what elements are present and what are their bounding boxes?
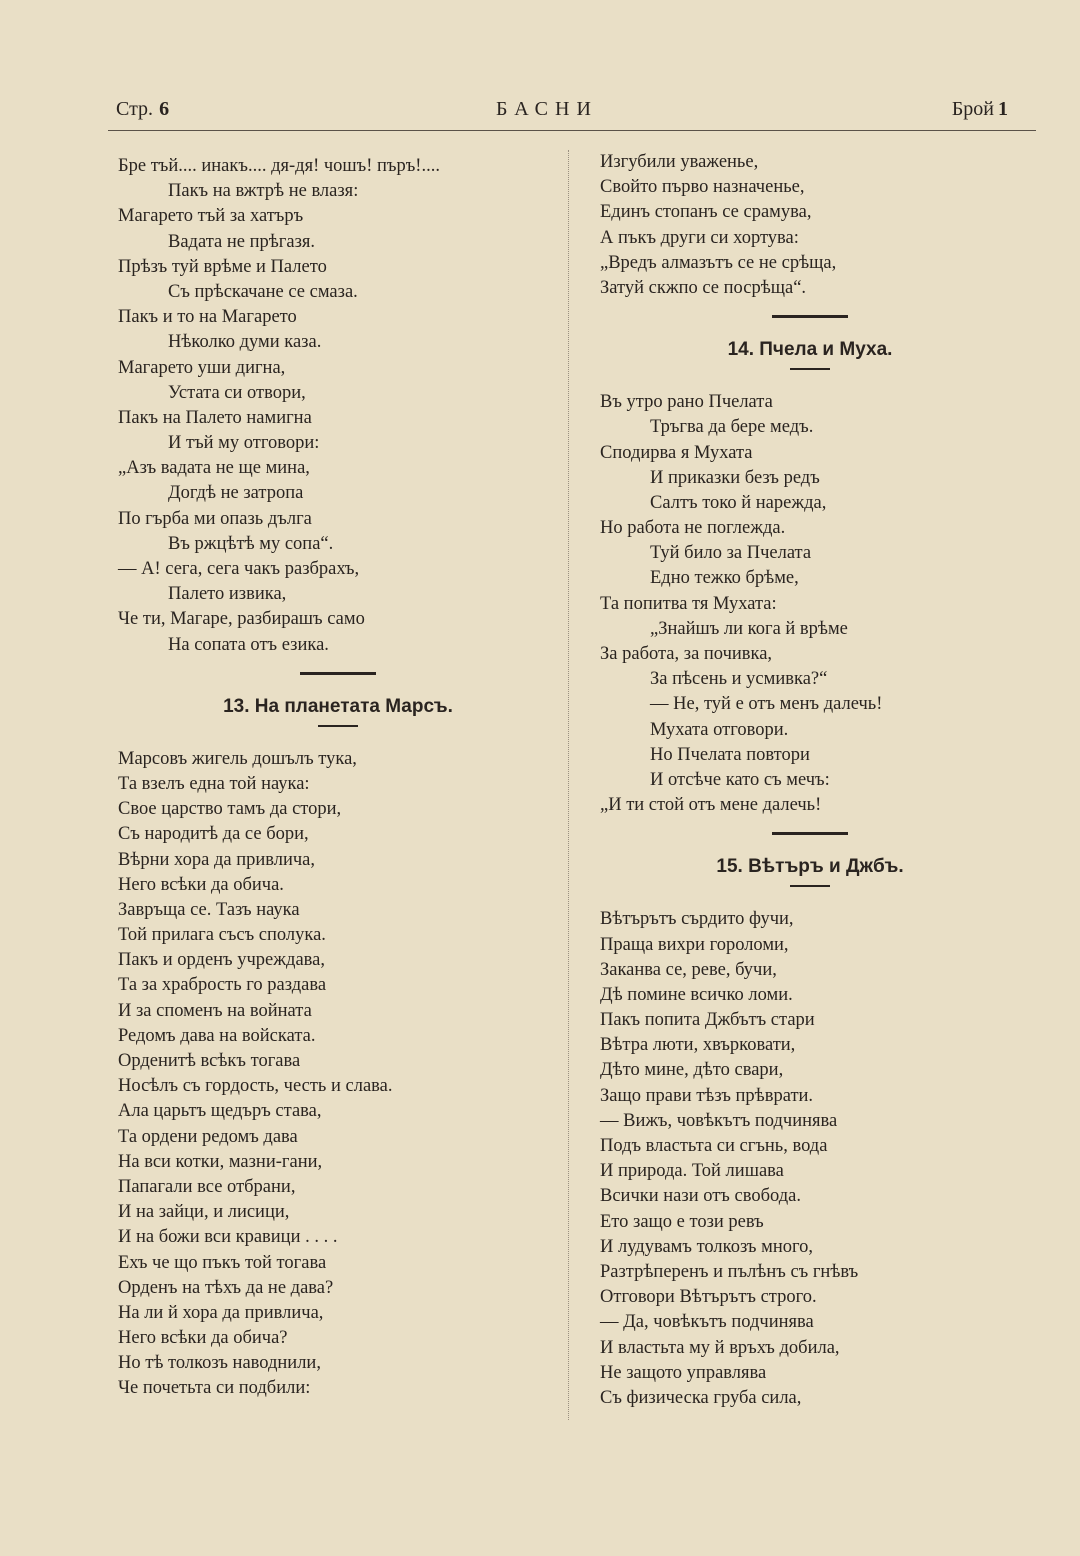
verse-line: Тръгва да бере медъ. [650, 417, 814, 438]
verse-line: Заканва се, реве, бучи, [600, 959, 777, 980]
verse-line: — А! сега, сега чакъ разбрахъ, [118, 559, 360, 579]
verse-line: Редомъ дава на войската. [118, 1025, 316, 1046]
verse-line: На сопата отъ езика. [168, 634, 329, 655]
page-number: 6 [159, 98, 170, 120]
verse-line: Съ народитѣ да се бори, [118, 824, 309, 845]
title-dash [318, 725, 358, 727]
verse-line: Вѣтра люти, хвърковати, [600, 1035, 796, 1056]
poem-continuation-right [600, 150, 1020, 301]
verse-line: Орденитѣ всѣкъ тогава [118, 1051, 301, 1071]
verse-line: Сподирва я Мухата [600, 442, 753, 463]
verse-line: Но Пчелата повтори [650, 744, 810, 765]
header-divider [108, 130, 1036, 131]
verse-line: По гърба ми опазь дълга [118, 508, 312, 529]
title-dash [790, 885, 830, 887]
verse-line: Свойто първо назначенье, [600, 177, 805, 198]
verse-line: Марсовъ жигель дошълъ тука, [118, 748, 357, 769]
verse-line: На вси котки, мазни-гани, [118, 1151, 323, 1172]
verse-line: Салтъ токо й нарежда, [650, 492, 827, 513]
verse-line: Папагали все отбрани, [118, 1176, 296, 1197]
page-number-label: Стр. 6 [116, 98, 170, 120]
verse-line: Носѣлъ съ гордость, честь и слава. [118, 1076, 393, 1097]
verse-line: Магарето уши дигна, [118, 357, 286, 378]
verse-line: И тъй му отговори: [168, 433, 320, 454]
verse-line: И за споменъ на войната [118, 1000, 312, 1021]
verse-line: Палето извика, [168, 584, 287, 605]
verse-line: Магарето тъй за хатъръ [118, 206, 304, 227]
verse-line: Него всѣки да обича. [118, 874, 284, 895]
poem-title-14: 14. Пчела и Муха. [727, 339, 893, 361]
verse-line: „Азъ вадата не ще мина, [118, 458, 310, 479]
section-separator [772, 315, 848, 318]
verse-line: Отговори Вѣтърътъ строго. [600, 1287, 817, 1308]
verse-line: Подъ властьта си сгънь, вода [600, 1136, 828, 1156]
verse-line: И на зайци, и лисици, [118, 1202, 290, 1223]
verse-line: Та за храбрость го раздава [118, 975, 327, 996]
verse-line: Дѣто мине, дѣто свари, [600, 1060, 784, 1081]
running-head [116, 98, 1036, 132]
verse-line: Та попитва тя Мухата: [600, 593, 777, 614]
poem-13-body [118, 747, 558, 1402]
verse-line: Пакъ попита Джбътъ стари [600, 1010, 815, 1031]
verse-line: Съ прѣскачане се смаза. [168, 281, 358, 302]
verse-line: И лудувамъ толкозъ много, [600, 1236, 813, 1257]
verse-line: Всички нази отъ свобода. [600, 1186, 801, 1207]
verse-line: Дѣ помине всичко ломи. [600, 984, 793, 1005]
verse-line: Защо прави тѣзъ прѣврати. [600, 1085, 814, 1106]
verse-line: Че почетьта си подбили: [118, 1378, 311, 1399]
issue-number: 1 [998, 98, 1008, 120]
verse-line: Вѣрни хора да привлича, [118, 849, 316, 870]
verse-line: А пъкъ други си хортува: [600, 227, 799, 248]
verse-line: За пѣсень и усмивка?“ [650, 669, 828, 690]
verse-line: „И ти стой отъ мене далечь! [600, 795, 822, 816]
page-title: БАСНИ [496, 98, 598, 120]
right-column [600, 150, 1020, 1411]
left-column [118, 154, 558, 1402]
section-separator [300, 672, 376, 675]
verse-line: И отсѣче като съ мечъ: [650, 769, 830, 790]
verse-line: Вадата не прѣгазя. [168, 231, 316, 252]
verse-line: Но тѣ толкозъ наводнили, [118, 1353, 321, 1374]
verse-line: Орденъ на тѣхъ да не дава? [118, 1277, 334, 1298]
verse-line: Прѣзъ туй врѣме и Палето [118, 256, 327, 277]
verse-line: Пакъ на Палето намигна [118, 407, 312, 428]
verse-line: На ли й хора да привлича, [118, 1302, 324, 1323]
verse-line: Пакъ и то на Магарето [118, 307, 297, 328]
verse-line: За работа, за почивка, [600, 644, 773, 664]
verse-line: Не защото управлява [600, 1362, 767, 1383]
verse-line: Ала царьтъ щедъръ става, [118, 1101, 322, 1122]
verse-line: Въ утро рано Пчелата [600, 392, 773, 413]
verse-line: Ехъ че що пъкъ той тогава [118, 1252, 327, 1273]
verse-line: Едно тежко брѣме, [650, 568, 799, 589]
verse-line: — Вижъ, човѣкътъ подчинява [600, 1110, 838, 1131]
verse-line: Мухата отговори. [650, 719, 789, 740]
verse-line: Съ физическа груба сила, [600, 1387, 802, 1408]
verse-line: И природа. Той лишава [600, 1161, 784, 1182]
verse-line: Устата си отвори, [168, 382, 306, 403]
verse-line: Разтрѣперенъ и пълѣнъ съ гнѣвъ [600, 1261, 859, 1282]
verse-line: И на божи вси кравици . . . . [118, 1227, 338, 1248]
verse-line: „Знайшъ ли кога й врѣме [650, 618, 848, 639]
verse-line: Въ ржцѣтѣ му сопа“. [168, 533, 334, 554]
verse-line: Той прилага съсъ сполука. [118, 925, 326, 946]
verse-line: Бре тъй.... инакъ.... дя-дя! чошъ! пъръ!.... [118, 156, 440, 176]
verse-line: Та ордени редомъ дава [118, 1126, 298, 1147]
verse-line: Вѣтърътъ сърдито фучи, [600, 909, 794, 930]
verse-line: Ето защо е този ревъ [600, 1211, 764, 1232]
verse-line: Туй било за Пчелата [650, 543, 812, 564]
poem-title-13: 13. На планетата Марсъ. [223, 695, 453, 717]
section-separator [772, 832, 848, 835]
column-divider [568, 150, 569, 1420]
verse-line: И приказки безъ редъ [650, 467, 820, 488]
verse-line: Него всѣки да обича? [118, 1328, 288, 1349]
verse-line: Та взелъ една той наука: [118, 773, 310, 794]
verse-line: — Да, човѣкътъ подчинява [600, 1312, 814, 1333]
verse-line: И властьта му й връхъ добила, [600, 1337, 840, 1358]
verse-line: Единъ стопанъ се срамува, [600, 202, 812, 223]
issue-number-label: Брой 1 [951, 98, 1008, 120]
poem-continuation [118, 154, 558, 658]
verse-line: Че ти, Магаре, разбирашъ само [118, 609, 365, 630]
verse-line: Изгубили уваженье, [600, 152, 759, 172]
verse-line: Нѣколко думи каза. [168, 332, 322, 353]
verse-line: Пакъ на вжтрѣ не влазя: [168, 181, 359, 202]
verse-line: Догдѣ не затропа [168, 483, 304, 504]
poem-14-body [600, 390, 1020, 818]
verse-line: Свое царство тамъ да стори, [118, 799, 342, 820]
verse-line: Пакъ и орденъ учреждава, [118, 950, 325, 971]
poem-15-body [600, 907, 1020, 1411]
verse-line: „Вредъ алмазътъ се не срѣща, [600, 252, 837, 273]
verse-line: Завръща се. Тазъ наука [118, 899, 300, 920]
poem-title-15: 15. Вѣтъръ и Джбъ. [716, 856, 904, 878]
verse-line: Праща вихри гороломи, [600, 934, 789, 955]
title-dash [790, 368, 830, 370]
verse-line: Но работа не поглежда. [600, 518, 786, 539]
verse-line: Затуй скжпо се посрѣща“. [600, 277, 807, 298]
verse-line: — Не, туй е отъ менъ далечь! [650, 694, 883, 715]
